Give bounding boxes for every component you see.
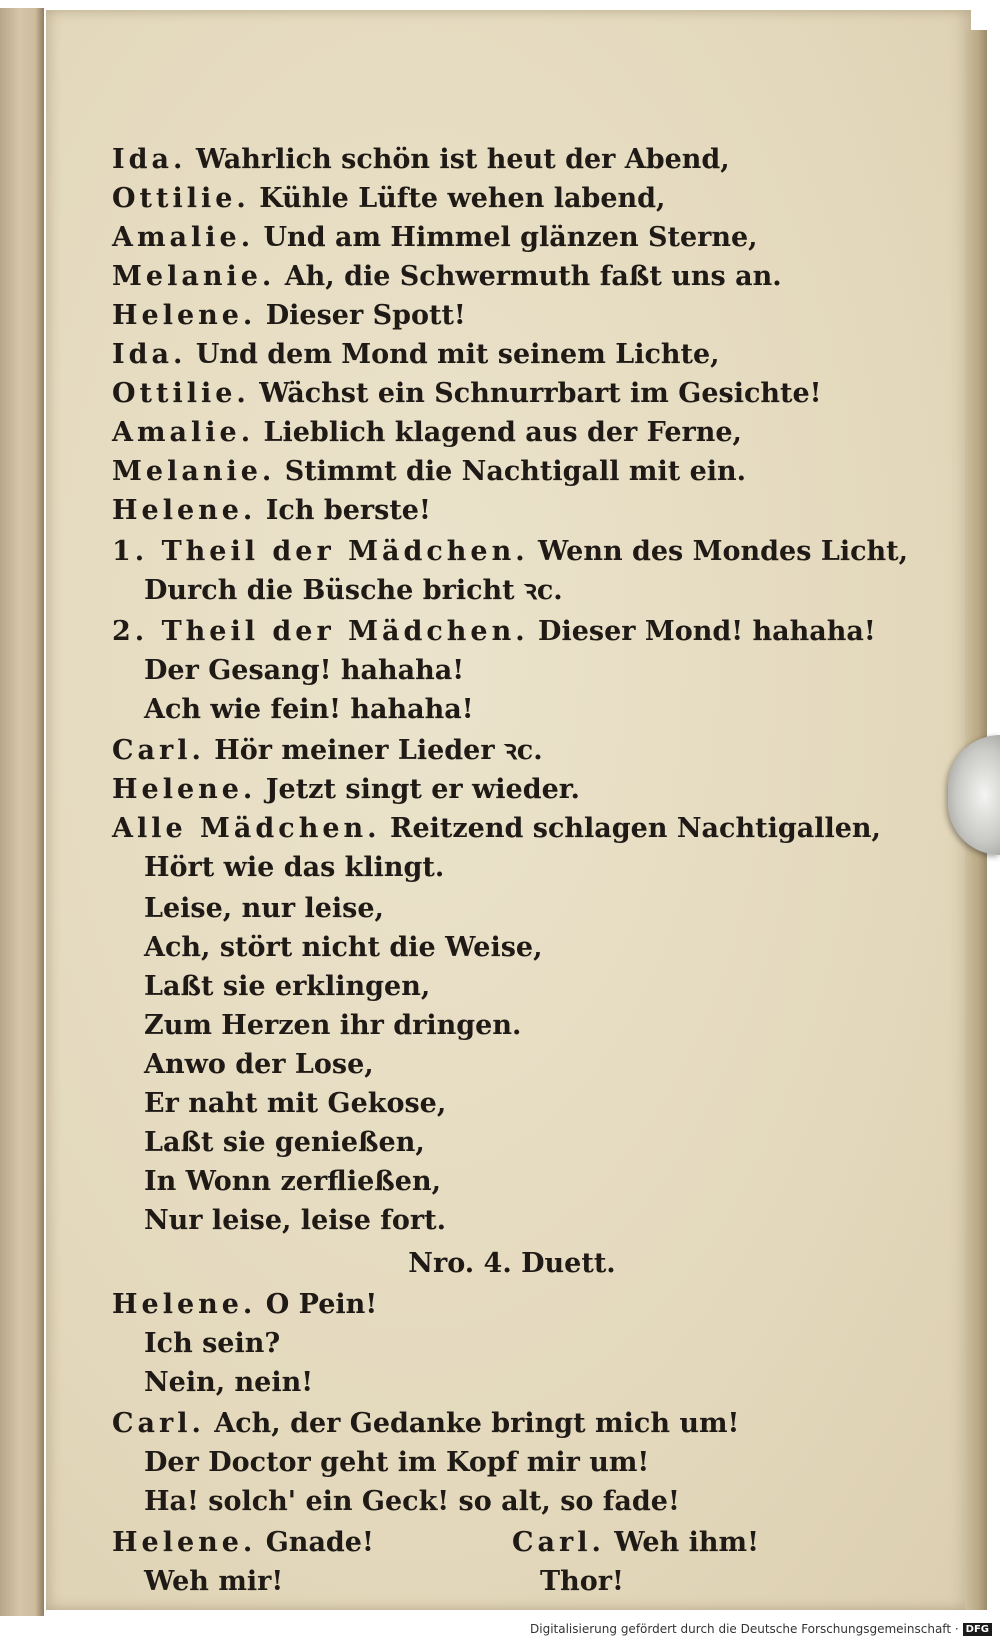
line-text: Leise, nur leise, — [144, 893, 384, 924]
line-text: Wächst ein Schnurrbart im Gesichte! — [259, 378, 822, 409]
text-line — [112, 651, 912, 690]
right-column — [512, 1562, 624, 1601]
speaker-name: Carl. — [112, 1408, 205, 1439]
text-line — [112, 1162, 912, 1201]
left-page-edge — [0, 8, 44, 1616]
speaker-name: Alle Mädchen. — [112, 813, 381, 844]
text-line — [112, 179, 912, 218]
text-line — [112, 1084, 912, 1123]
text-line — [112, 731, 912, 770]
line-text: Ach, stört nicht die Weise, — [144, 932, 543, 963]
speaker-name: Amalie. — [112, 417, 255, 448]
text-line — [112, 612, 912, 651]
text-line — [112, 140, 912, 179]
line-text: Hör meiner Lieder ꝛc. — [214, 735, 543, 766]
line-text: Ich berste! — [265, 495, 431, 526]
text-line — [112, 335, 912, 374]
text-line — [112, 1523, 912, 1562]
speaker-name: Ida. — [112, 144, 187, 175]
line-text: Stimmt die Nachtigall mit ein. — [284, 456, 747, 487]
speaker-name: Carl. — [512, 1527, 605, 1558]
line-text: Ach, der Gedanke bringt mich um! — [214, 1408, 740, 1439]
line-text: Nur leise, leise fort. — [144, 1205, 446, 1236]
speaker-name: 2. Theil der Mädchen. — [112, 616, 529, 647]
line-text: Weh mir! — [144, 1566, 284, 1597]
text-line — [112, 491, 912, 530]
left-column — [112, 1523, 512, 1562]
line-text: Er naht mit Gekose, — [144, 1088, 447, 1119]
text-line — [112, 1123, 912, 1162]
text-line — [112, 374, 912, 413]
speaker-name: Helene. — [112, 774, 257, 805]
line-text: Gnade! — [265, 1527, 374, 1558]
text-line — [112, 809, 912, 848]
line-text: Zum Herzen ihr dringen. — [144, 1010, 522, 1041]
line-text: Durch die Büsche bricht ꝛc. — [144, 575, 563, 606]
line-text: Weh ihm! — [614, 1527, 759, 1558]
text-line — [112, 1482, 912, 1521]
speaker-name: Melanie. — [112, 456, 276, 487]
speaker-name: Helene. — [112, 300, 257, 331]
section-heading: Nro. 4. Duett. — [408, 1248, 616, 1279]
line-text: Thor! — [540, 1566, 624, 1597]
libretto-text — [112, 140, 912, 1601]
text-line — [112, 848, 912, 887]
line-text: In Wonn zerfließen, — [144, 1166, 441, 1197]
text-line — [112, 889, 912, 928]
line-text: Ach wie fein! hahaha! — [144, 694, 474, 725]
text-line — [112, 1285, 912, 1324]
text-line — [112, 1443, 912, 1482]
text-line — [112, 1562, 912, 1601]
text-line — [112, 532, 912, 571]
line-text: Laßt sie genießen, — [144, 1127, 425, 1158]
text-line — [112, 690, 912, 729]
line-text: Dieser Spott! — [265, 300, 466, 331]
line-text: Ha! solch' ein Geck! so alt, so fade! — [144, 1486, 680, 1517]
line-text: Lieblich klagend aus der Ferne, — [263, 417, 742, 448]
line-text: Dieser Mond! hahaha! — [538, 616, 876, 647]
line-text: Der Doctor geht im Kopf mir um! — [144, 1447, 650, 1478]
left-column — [112, 1562, 512, 1601]
line-text: Der Gesang! hahaha! — [144, 655, 465, 686]
text-line — [112, 928, 912, 967]
text-line — [112, 1006, 912, 1045]
text-line — [112, 452, 912, 491]
text-line — [112, 967, 912, 1006]
speaker-name: Helene. — [112, 1527, 257, 1558]
speaker-name: Carl. — [112, 735, 205, 766]
line-text: O Pein! — [265, 1289, 378, 1320]
right-column — [512, 1523, 759, 1562]
text-line — [112, 413, 912, 452]
speaker-name: 1. Theil der Mädchen. — [112, 536, 529, 567]
dfg-logo: DFG — [963, 1623, 992, 1636]
text-line — [112, 770, 912, 809]
digitization-credit — [0, 1617, 1000, 1641]
speaker-name: Ottilie. — [112, 183, 250, 214]
text-line — [112, 257, 912, 296]
speaker-name: Helene. — [112, 495, 257, 526]
line-text: Laßt sie erklingen, — [144, 971, 431, 1002]
line-text: Nein, nein! — [144, 1367, 314, 1398]
text-line — [112, 1363, 912, 1402]
line-text: Und am Himmel glänzen Sterne, — [263, 222, 758, 253]
text-line — [112, 571, 912, 610]
speaker-name: Amalie. — [112, 222, 255, 253]
text-line — [112, 1324, 912, 1363]
text-line — [112, 1201, 912, 1240]
speaker-name: Ida. — [112, 339, 187, 370]
speaker-name: Helene. — [112, 1289, 257, 1320]
line-text: Ich sein? — [144, 1328, 281, 1359]
text-line — [112, 218, 912, 257]
line-text: Kühle Lüfte wehen labend, — [259, 183, 666, 214]
line-text: Reitzend schlagen Nachtigallen, — [390, 813, 881, 844]
speaker-name: Ottilie. — [112, 378, 250, 409]
line-text: Jetzt singt er wieder. — [265, 774, 580, 805]
text-line — [112, 1045, 912, 1084]
credit-text: Digitalisierung gefördert durch die Deutsche Forschungsgemeinschaft · — [530, 1622, 959, 1636]
line-text: Wahrlich schön ist heut der Abend, — [195, 144, 730, 175]
speaker-name: Melanie. — [112, 261, 276, 292]
line-text: Hört wie das klingt. — [144, 852, 445, 883]
line-text: Ah, die Schwermuth faßt uns an. — [284, 261, 782, 292]
line-text: Und dem Mond mit seinem Lichte, — [195, 339, 720, 370]
text-line — [112, 296, 912, 335]
line-text: Wenn des Mondes Licht, — [538, 536, 909, 567]
text-line — [112, 1404, 912, 1443]
line-text: Anwo der Lose, — [144, 1049, 374, 1080]
